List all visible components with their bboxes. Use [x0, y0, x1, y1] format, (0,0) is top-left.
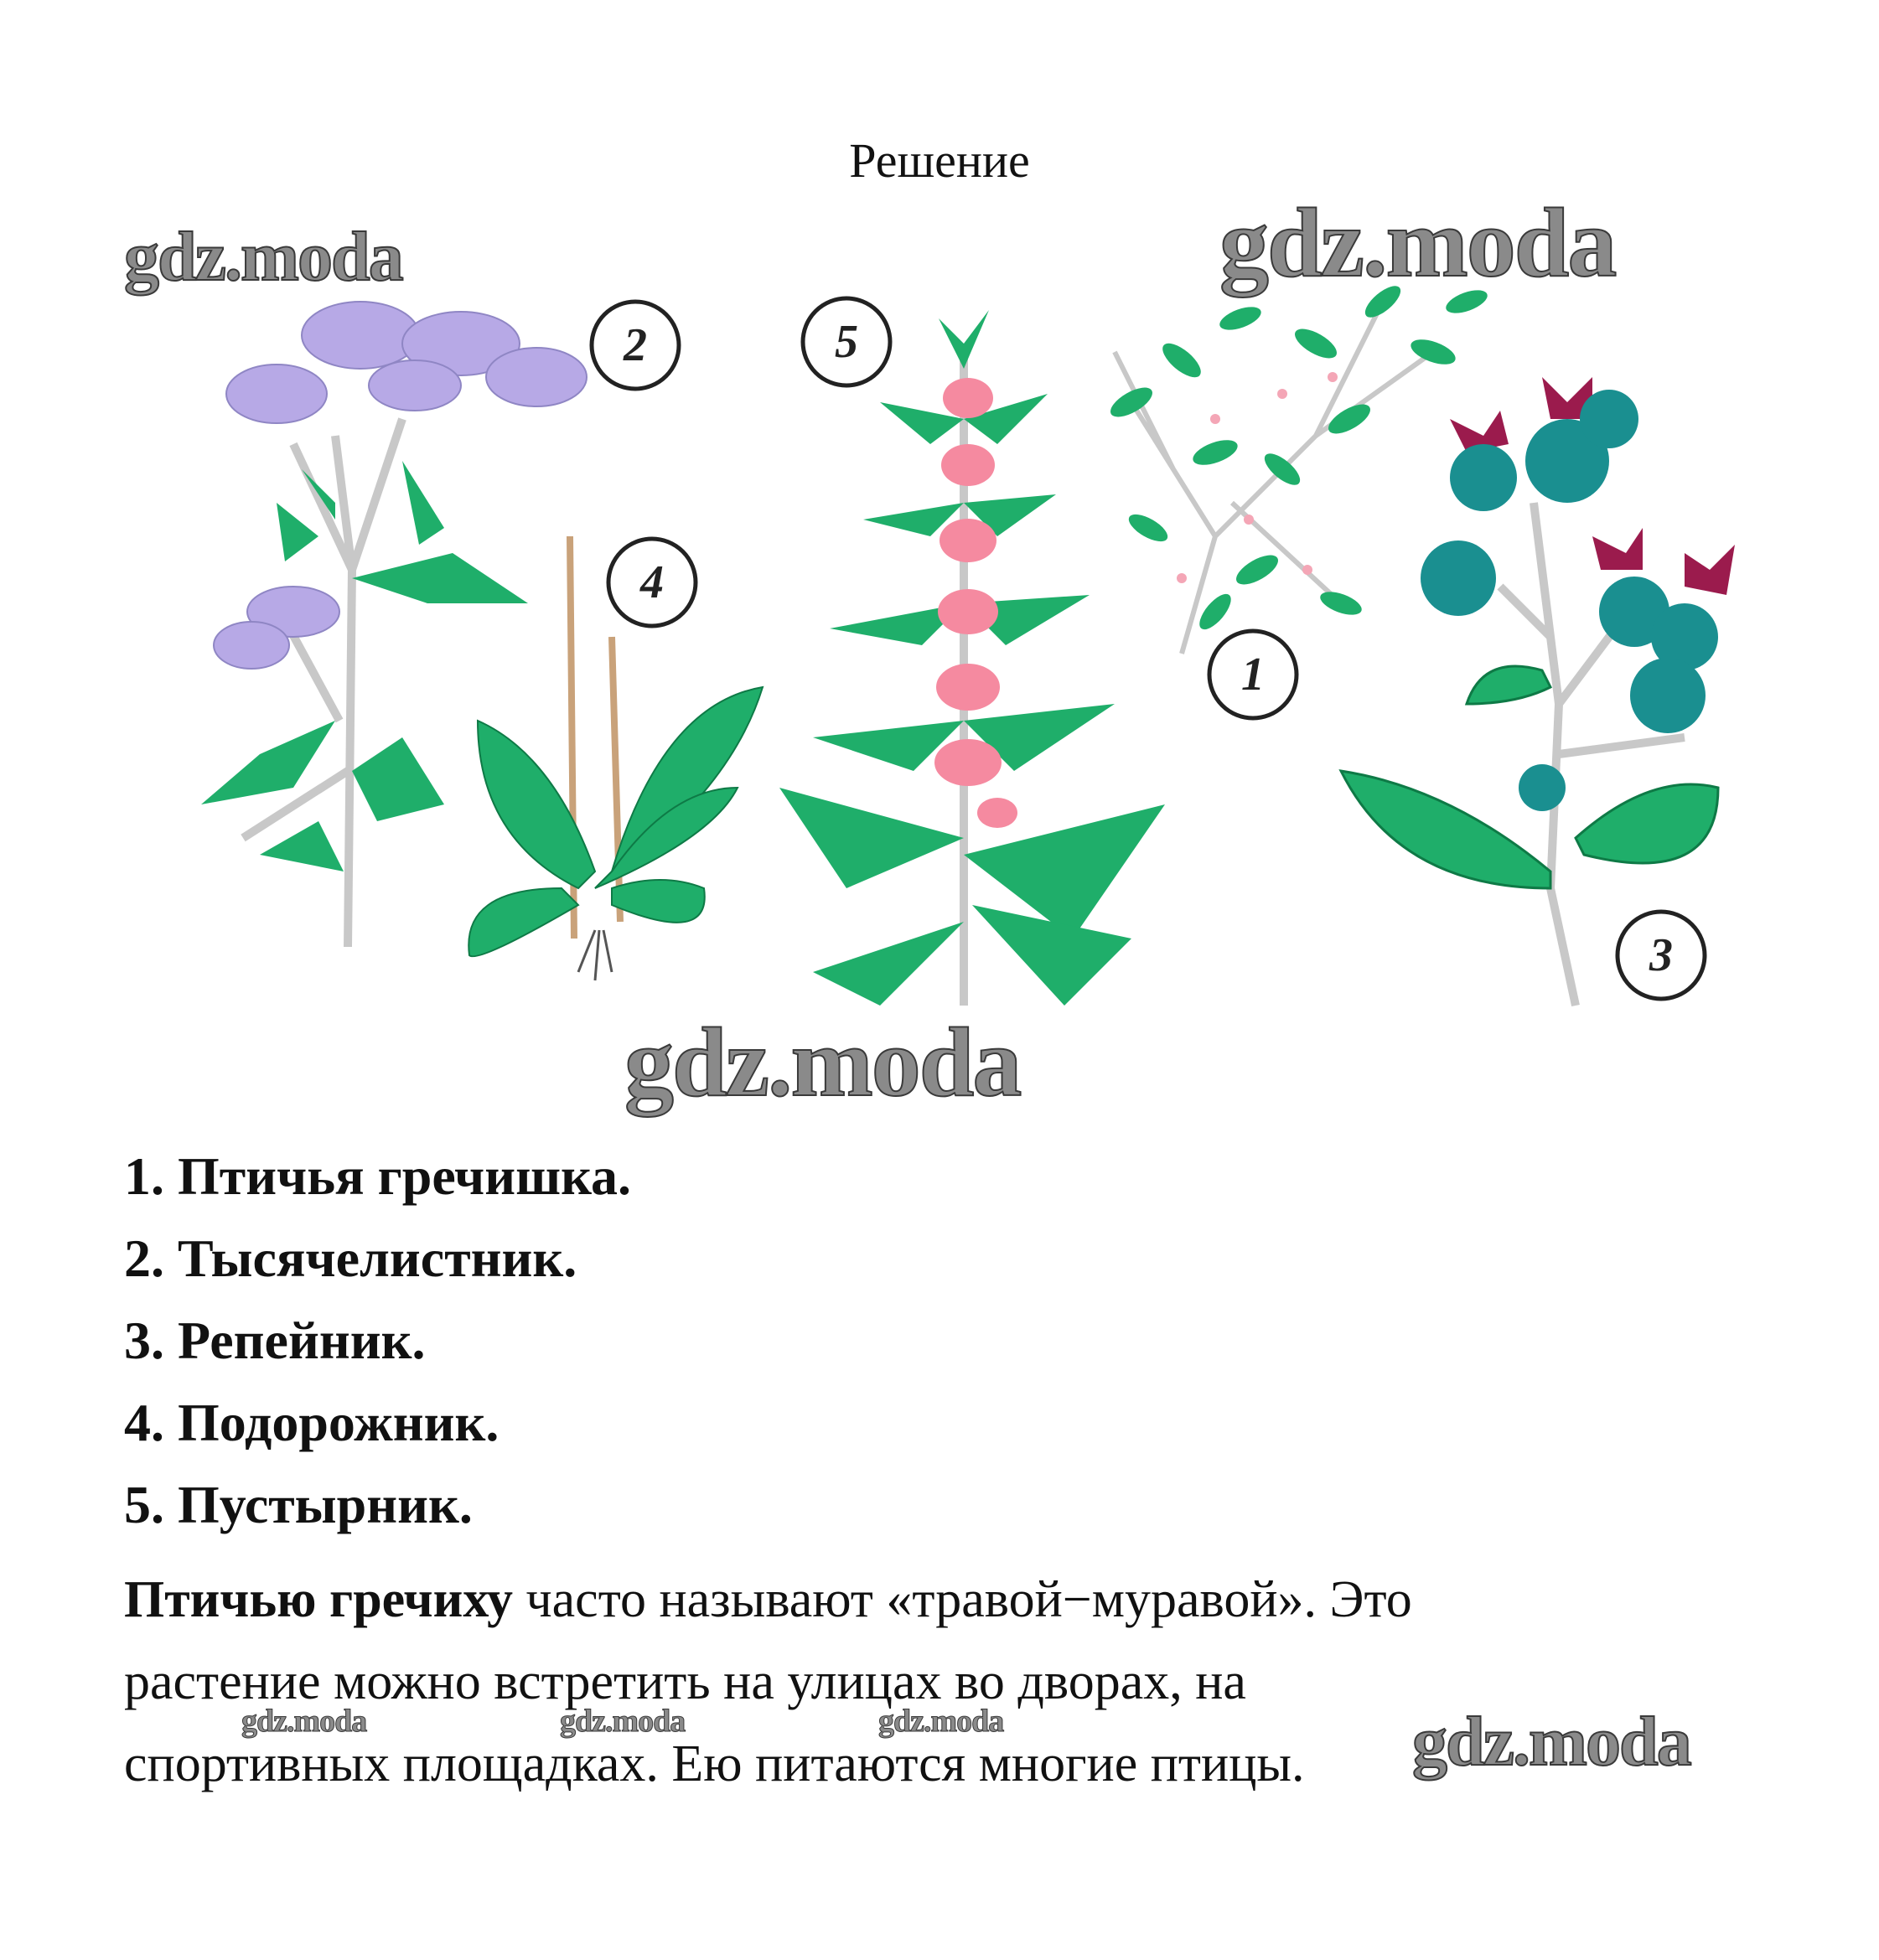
paragraph-line-2: растение можно встретить на улицах во дворах, на — [124, 1653, 1246, 1710]
paragraph-line-1 — [124, 1559, 1783, 1641]
plants-illustration — [126, 251, 1768, 1022]
watermark: gdz.moda — [624, 1007, 1021, 1117]
motherwort-plant — [779, 310, 1165, 1006]
number-3-label: 3 — [1649, 929, 1673, 981]
watermark: gdz.moda — [878, 1704, 1004, 1739]
number-1-marker — [1209, 631, 1297, 718]
paragraph-line-1-rest: часто называют «травой−муравой». Это — [512, 1571, 1412, 1628]
watermark: gdz.moda — [560, 1704, 686, 1739]
number-5-marker — [803, 298, 890, 385]
number-4-marker — [608, 539, 696, 626]
number-5-label: 5 — [835, 316, 858, 368]
answer-1: 1. Птичья гречишка. — [124, 1146, 632, 1206]
watermark: gdz.moda — [1219, 188, 1616, 297]
paragraph-line-3: спортивных площадках. Ею питаются многие птицы. — [124, 1735, 1305, 1792]
answer-3: 3. Репейник. — [124, 1311, 426, 1370]
page-title: Решение — [849, 133, 1030, 188]
answers-list — [124, 1135, 631, 1546]
answer-5: 5. Пустырник. — [124, 1475, 473, 1534]
paragraph-bold-lead: Птичью гречиху — [124, 1571, 513, 1628]
answer-4: 4. Подорожник. — [124, 1393, 500, 1452]
number-2-label: 2 — [624, 319, 647, 371]
watermark: gdz.moda — [1412, 1703, 1690, 1781]
number-2-marker — [592, 302, 679, 389]
number-4-label: 4 — [640, 556, 664, 608]
watermark: gdz.moda — [124, 218, 402, 296]
answer-2: 2. Тысячелистник. — [124, 1228, 577, 1288]
number-3-marker — [1618, 912, 1705, 999]
number-1-label: 1 — [1241, 649, 1265, 701]
watermark: gdz.moda — [241, 1704, 367, 1739]
burdock-plant — [1341, 377, 1735, 1006]
